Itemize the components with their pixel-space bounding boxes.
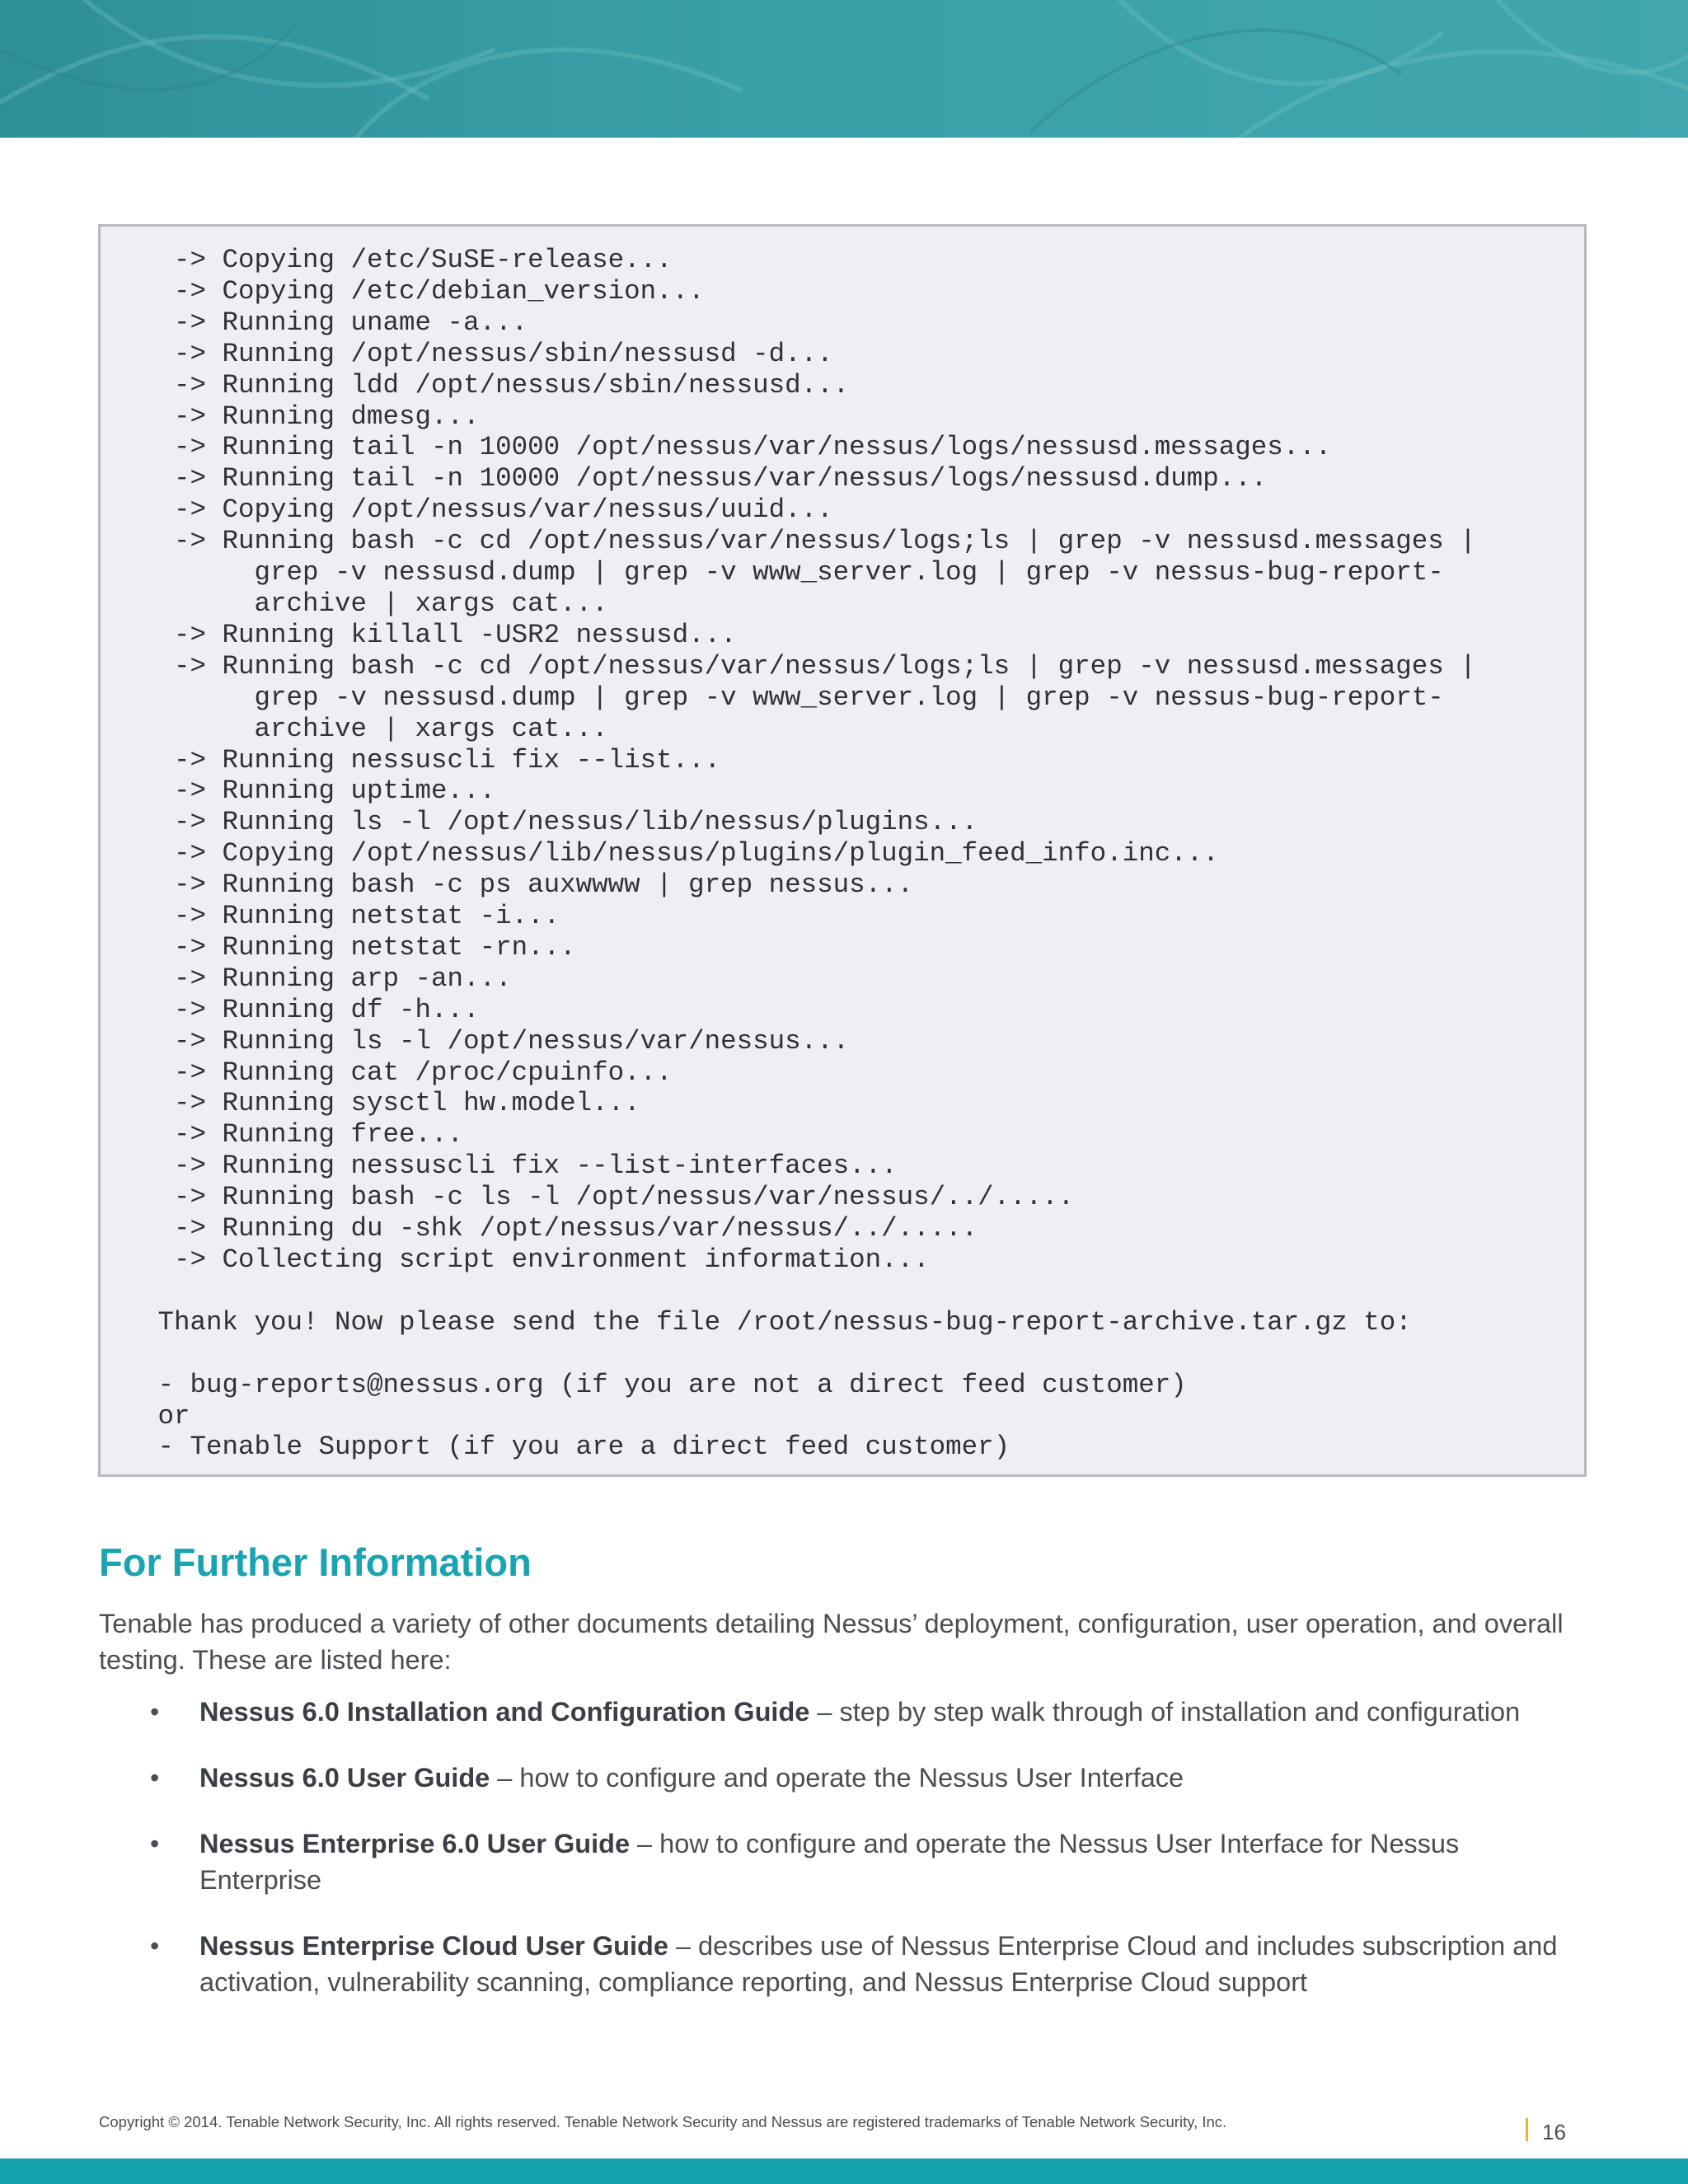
code-line: -> Running ls -l /opt/nessus/var/nessus... [142,1025,850,1057]
list-item [99,1825,1582,1898]
item-title: Nessus 6.0 User Guide [199,1763,490,1793]
bullet-icon: • [150,1763,160,1793]
code-line: -> Running cat /proc/cpuinfo... [142,1057,673,1088]
copyright-notice: Copyright © 2014. Tenable Network Security, Inc. All rights reserved. Tenable Network Security and Nessus are registered trademarks of Tenable Network Security, Inc. [99,2113,1227,2130]
code-line: -> Running bash -c ls -l /opt/nessus/var/nessus/../..... [142,1182,1075,1213]
code-line: -> Collecting script environment information... [142,1244,930,1275]
code-line: -> Running bash -c cd /opt/nessus/var/nessus/logs;ls | grep -v nessusd.messages | [142,650,1476,682]
code-line: -> Running netstat -rn... [142,931,576,963]
code-line: -> Running dmesg... [142,401,480,432]
item-title: Nessus Enterprise 6.0 User Guide [199,1829,631,1858]
code-line: -> Running tail -n 10000 /opt/nessus/var/nessus/logs/nessusd.dump... [142,463,1268,494]
code-line: -> Copying /etc/SuSE-release... [142,245,673,275]
page-number-divider [1526,2118,1528,2141]
code-line: -> Running free... [142,1119,464,1151]
code-line: -> Running nessuscli fix --list... [142,744,721,776]
code-line: -> Running /opt/nessus/sbin/nessusd -d... [142,338,833,369]
item-description: – step by step walk through of installation and configuration [809,1697,1521,1727]
code-line: -> Running bash -c cd /opt/nessus/var/nessus/logs;ls | grep -v nessusd.messages | [142,526,1476,557]
list-item [99,1694,1582,1730]
code-line: -> Running nessuscli fix --list-interfaces... [142,1151,898,1182]
code-line: -> Running bash -c ps auxwwww | grep nessus... [142,869,914,901]
banner-pattern [0,0,1688,138]
code-line: grep -v nessusd.dump | grep -v www_server.log | grep -v nessus-bug-report- [142,557,1444,588]
code-line: -> Running df -h... [142,994,480,1025]
code-line: archive | xargs cat... [142,588,608,619]
code-block [98,224,1587,1477]
header-banner [0,0,1688,138]
list-item [99,1928,1582,2000]
code-line: -> Running tail -n 10000 /opt/nessus/var/nessus/logs/nessusd.messages... [142,432,1332,463]
code-line: -> Running uname -a... [142,307,528,338]
code-line: or [142,1400,190,1432]
code-line: -> Running sysctl hw.model... [142,1088,640,1119]
code-line: -> Running netstat -i... [142,901,560,932]
code-line: -> Copying /opt/nessus/lib/nessus/plugins/plugin_feed_info.inc... [142,838,1219,869]
bullet-icon: • [150,1829,160,1858]
code-line: -> Running ldd /opt/nessus/sbin/nessusd... [142,369,850,401]
code-line: - bug-reports@nessus.org (if you are not a direct feed customer) [142,1369,1187,1400]
document-list [99,1694,1582,2000]
item-description: – how to configure and operate the Nessus User Interface for Nessus Enterprise [199,1829,1460,1895]
item-title: Nessus Enterprise Cloud User Guide [199,1931,668,1961]
code-line: -> Running killall -USR2 nessusd... [142,619,737,650]
code-line: archive | xargs cat... [142,713,608,744]
page-number: 16 [1542,2120,1566,2144]
code-line: -> Copying /opt/nessus/var/nessus/uuid... [142,494,833,526]
code-line: -> Running ls -l /opt/nessus/lib/nessus/plugins... [142,807,978,838]
section-title: For Further Information [99,1540,532,1584]
item-description: – how to configure and operate the Nessus User Interface [490,1763,1184,1793]
code-line: -> Copying /etc/debian_version... [142,275,705,307]
item-description: – describes use of Nessus Enterprise Cloud and includes subscription and activation, vulnerability scanning, compliance reporting, and Nessus Enterprise Cloud support [199,1931,1558,1997]
item-title: Nessus 6.0 Installation and Configuration Guide [199,1697,810,1727]
code-text [142,245,1476,1463]
code-line: -> Running arp -an... [142,963,512,994]
code-line: -> Running uptime... [142,776,496,807]
footer-bar [0,2158,1688,2184]
code-line: grep -v nessusd.dump | grep -v www_server.log | grep -v nessus-bug-report- [142,682,1444,713]
bullet-icon: • [150,1697,160,1727]
code-line: Thank you! Now please send the file /root/nessus-bug-report-archive.tar.gz to: [142,1306,1412,1338]
code-line: - Tenable Support (if you are a direct feed customer) [142,1432,1010,1463]
section-intro: Tenable has produced a variety of other documents detailing Nessus’ deployment, configuration, user operation, and overall testing. These are listed here: [99,1609,1564,1675]
list-item [99,1760,1582,1796]
code-line: -> Running du -shk /opt/nessus/var/nessus/../..... [142,1213,978,1244]
bullet-icon: • [150,1931,160,1961]
